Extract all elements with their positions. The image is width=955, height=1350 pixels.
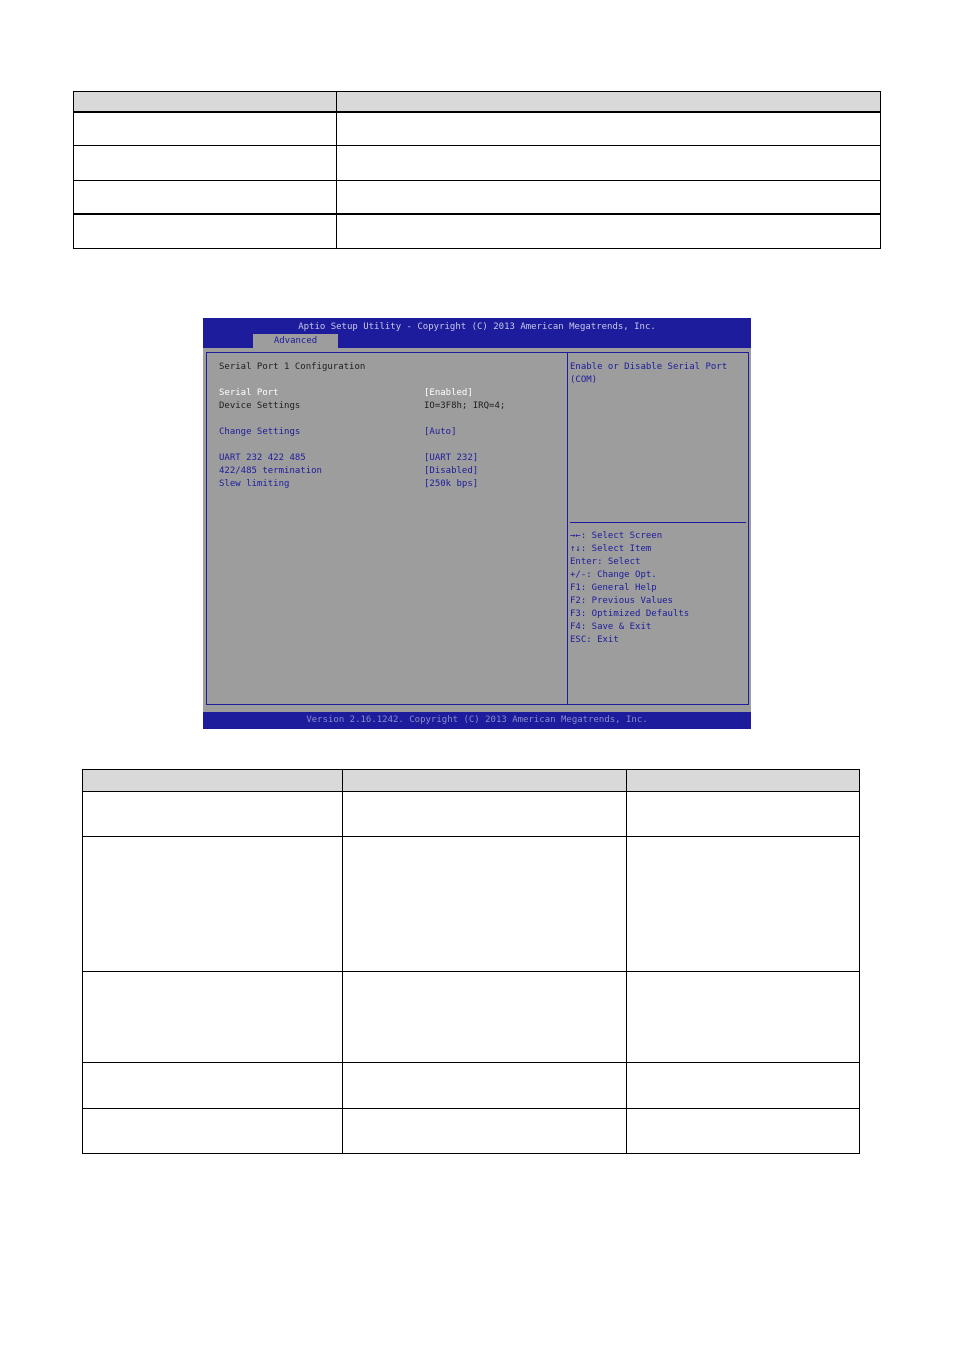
termination-value[interactable]: [Disabled] — [424, 466, 479, 476]
key-hint-enter: Enter: Select — [570, 557, 641, 567]
change-settings-value[interactable]: [Auto] — [424, 427, 457, 437]
key-hint-esc: ESC: Exit — [570, 635, 619, 645]
table-row — [83, 1063, 860, 1109]
top-table-header-cell — [337, 92, 881, 113]
serial-port-label[interactable]: Serial Port — [219, 388, 279, 398]
termination-label[interactable]: 422/485 termination — [219, 466, 322, 476]
bottom-table — [82, 769, 860, 1154]
bottom-table-header-cell — [343, 770, 627, 792]
bios-version: Version 2.16.1242. Copyright (C) 2013 American Megatrends, Inc. — [306, 715, 648, 725]
table-row — [74, 181, 881, 215]
bottom-table-header-row — [83, 770, 860, 792]
slew-limiting-label[interactable]: Slew limiting — [219, 479, 290, 489]
bottom-table-header-cell — [83, 770, 343, 792]
bios-setup-screen — [203, 318, 751, 729]
serial-port-value[interactable]: [Enabled] — [424, 388, 473, 398]
bios-help-pane — [567, 352, 749, 705]
uart-mode-label[interactable]: UART 232 422 485 — [219, 453, 306, 463]
slew-limiting-value[interactable]: [250k bps] — [424, 479, 479, 489]
key-hint-change-opt: +/-: Change Opt. — [570, 570, 657, 580]
table-row — [74, 214, 881, 249]
top-table — [73, 91, 881, 249]
help-text-line: (COM) — [570, 375, 598, 385]
table-row — [83, 792, 860, 837]
top-table-header-cell — [74, 92, 337, 113]
table-row — [83, 972, 860, 1063]
key-hint-f1: F1: General Help — [570, 583, 657, 593]
device-settings-value: IO=3F8h; IRQ=4; — [424, 401, 506, 411]
bios-title: Aptio Setup Utility - Copyright (C) 2013 American Megatrends, Inc. — [298, 322, 656, 332]
uart-mode-value[interactable]: [UART 232] — [424, 453, 479, 463]
device-settings-label: Device Settings — [219, 401, 301, 411]
table-row — [83, 837, 860, 972]
key-hint-select-item: ↑↓: Select Item — [570, 544, 652, 554]
key-hint-select-screen: →←: Select Screen — [570, 531, 663, 541]
change-settings-label[interactable]: Change Settings — [219, 427, 301, 437]
table-row — [74, 146, 881, 181]
help-text-line: Enable or Disable Serial Port — [570, 362, 728, 372]
key-hint-f3: F3: Optimized Defaults — [570, 609, 690, 619]
bios-footer-bar — [203, 712, 751, 729]
key-hint-f2: F2: Previous Values — [570, 596, 673, 606]
help-divider — [570, 522, 746, 523]
bottom-table-header-cell — [627, 770, 860, 792]
bios-title-bar — [203, 318, 751, 348]
section-heading: Serial Port 1 Configuration — [219, 362, 366, 372]
top-table-header-row — [74, 92, 881, 113]
key-hint-f4: F4: Save & Exit — [570, 622, 652, 632]
table-row — [74, 112, 881, 146]
table-row — [83, 1109, 860, 1154]
tab-advanced[interactable]: Advanced — [253, 334, 338, 348]
